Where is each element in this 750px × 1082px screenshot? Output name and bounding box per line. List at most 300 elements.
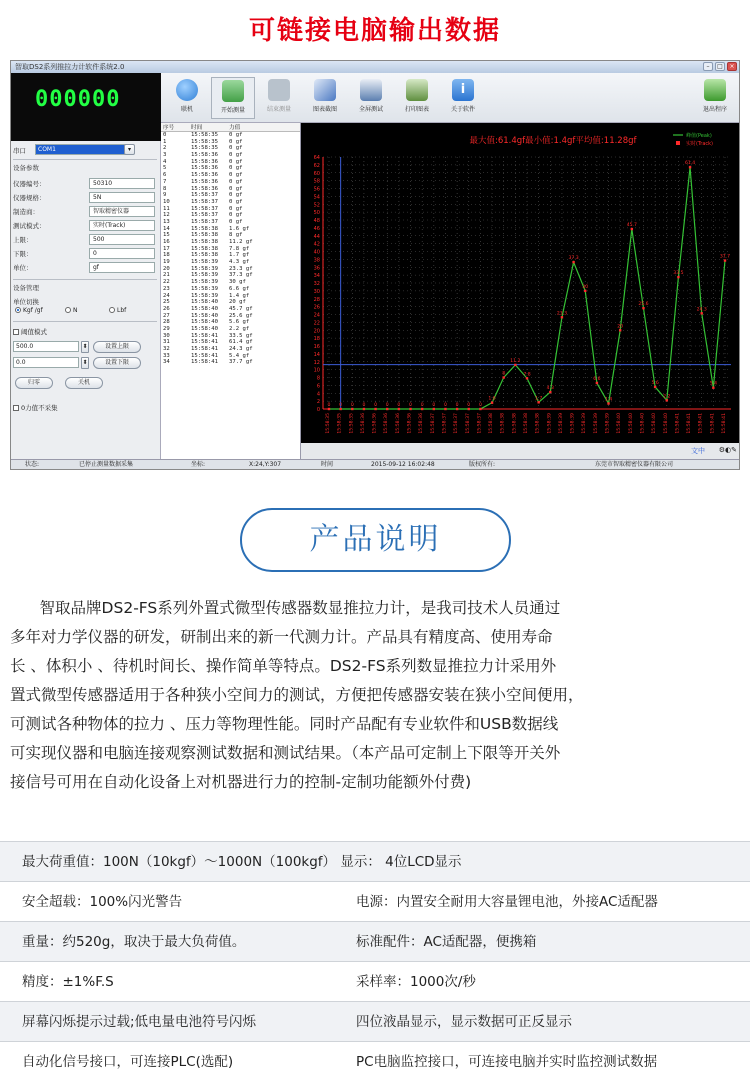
data-label: 1.7 [534,396,543,402]
unit-switch-label: 单位切换 [13,298,39,306]
data-label: 1.6 [488,396,496,402]
time-value: 2015-09-12 16:02:48 [371,461,435,468]
x-tick-label: 15:58:38 [500,413,506,434]
table-row[interactable] [161,239,300,246]
window-title: 智取DS2系列推拉力计软件系统2.0 [15,63,125,71]
data-point [642,307,644,309]
data-label: 61.4 [684,161,696,167]
table-cell: 0 [163,132,167,138]
data-label: 0 [397,403,401,408]
section-title: 产品说明 [309,522,442,557]
table-cell: 15:58:41 [191,339,218,346]
data-label: 8 [502,371,506,377]
table-row[interactable] [161,186,300,193]
unit-radio-kgf[interactable]: Kgf /gf [15,307,43,314]
table-cell: 15:58:39 [191,285,218,292]
lower-stepper[interactable] [81,357,89,369]
no-zero-checkbox[interactable]: 0力值不采集 [13,403,58,412]
table-row[interactable] [161,206,300,213]
table-cell: 10 [163,198,170,205]
table-row[interactable] [161,319,300,326]
spec-table [0,841,750,1081]
data-table [161,123,301,459]
set-lower-button[interactable]: 设置下限 [93,357,141,369]
x-tick-label: 15:58:35 [337,413,343,434]
spec-left: 重量：约520g，取决于最大负荷值。 [22,934,246,950]
data-point [631,228,633,230]
table-cell: 18 [163,252,170,259]
table-row[interactable] [161,179,300,186]
y-tick-label: 24 [313,312,320,319]
table-cell: 20 gf [229,299,246,306]
table-cell: 0 gf [229,178,243,185]
data-label: 0 [339,403,343,408]
table-cell: 15:58:39 [191,272,218,279]
banner-title: 可链接电脑输出数据 [248,16,501,46]
y-tick-label: 14 [313,351,320,358]
data-point [712,387,714,389]
x-tick-label: 15:58:38 [535,413,541,434]
x-tick-label: 15:58:39 [593,413,599,434]
table-cell: 15:58:36 [191,185,218,192]
y-tick-label: 44 [313,233,320,240]
table-cell: 29 [163,325,170,332]
data-label: 33.5 [673,271,684,277]
table-header [161,123,300,132]
exit-icon [704,79,726,101]
x-tick-label: 15:58:38 [512,413,518,434]
upper-stepper[interactable] [81,341,89,353]
description-line: 智取品牌DS2-FS系列外置式微型传感器数显推拉力计，是我司技术人员通过 [10,599,561,617]
x-tick-label: 15:58:39 [570,413,576,434]
data-point [398,408,400,410]
table-cell: 37.3 gf [229,272,253,279]
chart-screenshot-button[interactable]: 图表截图 [303,77,347,119]
x-tick-label: 15:58:38 [524,413,529,434]
port-dropdown-button[interactable] [124,144,135,155]
table-cell: 4.3 gf [229,259,250,266]
time-label: 时间 [321,461,334,468]
table-row[interactable] [161,272,300,279]
table-cell: 15:58:36 [191,158,218,165]
table-cell: 34 [163,359,170,366]
table-row[interactable] [161,172,300,179]
table-cell: 15:58:39 [191,259,218,266]
param-label: 测试模式： [13,222,46,230]
description-line: 可测试各种物体的拉力 、压力等物理性能。同时产品配有专业软件和USB数据线 [10,715,559,733]
param-value: gf [89,262,155,273]
x-tick-label: 15:58:36 [372,413,378,434]
data-point [444,408,446,410]
data-label: 0 [420,403,424,408]
data-label: 0 [444,403,447,408]
table-cell: 2.2 gf [229,325,250,332]
minimize-button[interactable]: – [703,62,713,71]
table-row[interactable] [161,192,300,199]
y-tick-label: 36 [313,265,320,272]
x-tick-label: 15:58:36 [407,413,413,434]
data-label: 2.2 [663,394,671,400]
y-tick-label: 20 [313,328,320,335]
chart-title: 最大值:61.4gf最小值:1.4gf平均值:11.28gf [469,136,637,146]
data-point [468,408,470,410]
table-cell: 16 [163,239,170,245]
table-cell: 15:58:40 [191,312,218,319]
spec-right: 采样率：1000次/秒 [356,974,476,990]
table-cell: 23 [163,285,170,292]
table-row[interactable] [161,279,300,286]
table-cell: 0 gf [229,152,243,159]
table-cell: 0 gf [229,212,243,219]
table-cell: 12 [163,212,170,219]
port-select[interactable]: COM1 [35,144,133,155]
table-row[interactable] [161,299,300,306]
table-row[interactable] [161,152,300,159]
copyright-label: 版权所有: [469,461,496,468]
software-window [10,60,740,470]
table-cell: 20 [163,265,170,272]
y-tick-label: 2 [316,399,320,406]
table-cell: 27 [163,312,170,319]
table-cell: 22 [163,279,170,286]
table-cell: 15:58:35 [191,145,218,152]
table-cell: 33 [163,352,170,359]
chart-footer [301,443,740,459]
stepper-icon: ⬍ [82,359,88,366]
start-measure-button[interactable]: 开始测量 [211,77,255,119]
table-cell: 15:58:36 [191,165,218,172]
data-label: 7.8 [523,372,531,378]
radio-icon [109,307,115,313]
table-cell: 8 gf [229,232,243,239]
data-label: 0 [455,403,459,408]
x-tick-label: 15:58:41 [687,413,693,434]
table-cell: 0 gf [229,172,243,179]
table-cell: 15:58:39 [191,292,218,299]
table-row[interactable] [161,232,300,239]
lcd-display [11,73,161,141]
table-row[interactable] [161,306,300,313]
x-tick-label: 15:58:41 [710,413,716,434]
spec-left: 自动化信号接口，可连接PLC(选配) [22,1054,234,1070]
param-label: 仪器规格： [13,194,46,202]
table-cell: 11 [163,205,170,212]
window-titlebar [11,61,739,73]
data-point [572,261,574,263]
table-cell: 0 gf [229,138,243,145]
table-cell: 32 [163,346,170,352]
spec-left: 最大荷重值：100N（10kgf）～1000N（100kgf） 显示： 4位LCD显示 [22,854,462,870]
chart-tools[interactable]: 文中 [691,447,705,455]
stop-measure-button[interactable]: 结束测量 [257,77,301,119]
table-cell: 17 [163,245,170,252]
data-point [386,408,388,410]
left-panel [11,141,161,459]
data-label: 6.6 [593,377,601,383]
table-cell: 6 [163,172,167,179]
x-tick-label: 15:58:40 [628,413,634,434]
table-cell: 5.6 gf [229,319,250,326]
about-button[interactable]: i 关于软件 [441,77,485,119]
radio-icon [65,307,71,313]
data-point [584,290,586,292]
data-point [724,259,726,261]
unit-radio-n[interactable]: N [65,307,78,314]
data-label: 0 [327,403,331,408]
table-cell: 0 gf [229,185,243,192]
data-label: 0 [385,403,389,408]
lower-limit-input[interactable]: 0.0 [13,357,79,368]
table-cell: 1.6 gf [229,225,250,232]
table-cell: 31 [163,339,170,346]
spec-row [0,921,750,961]
table-cell: 2 [163,145,167,152]
table-body [161,132,300,366]
section-heading [240,508,511,572]
data-point [503,376,505,378]
table-cell: 24 [163,292,170,299]
table-cell: 1 [163,138,167,145]
upper-limit-input[interactable]: 500.0 [13,341,79,352]
table-cell: 4 [163,158,167,165]
print-chart-button[interactable]: 打印图表 [395,77,439,119]
param-label: 单位： [13,264,33,272]
table-cell: 15:58:37 [191,198,218,205]
table-row[interactable] [161,346,300,353]
exit-button[interactable]: 退出程序 [693,77,737,119]
threshold-checkbox[interactable]: 阈值模式 [13,327,47,336]
y-tick-label: 30 [313,288,320,295]
table-cell: 15:58:40 [191,325,218,332]
x-tick-label: 15:58:36 [360,413,366,434]
x-tick-label: 15:58:38 [489,413,495,434]
chart-tool-icons[interactable]: ⚙◐✎ [718,446,737,454]
x-tick-label: 15:58:40 [663,413,669,434]
table-cell: 15:58:35 [191,138,218,145]
table-cell: 1.4 gf [229,292,250,299]
table-cell: 15:58:39 [191,265,218,272]
table-cell: 30 gf [229,279,246,286]
maximize-button[interactable]: □ [715,62,725,71]
fullscreen-test-button[interactable]: 全屏测试 [349,77,393,119]
table-cell: 15:58:41 [191,332,218,339]
y-tick-label: 18 [313,336,320,343]
table-cell: 5 [163,165,167,172]
port-label: 串口 [13,147,26,155]
data-label: 1.4 [604,397,613,403]
table-row[interactable] [161,326,300,333]
table-cell: 0 gf [229,218,243,225]
y-tick-label: 50 [313,210,320,217]
y-tick-label: 28 [313,296,320,303]
coord-value: X:24,Y:307 [249,461,282,468]
table-cell: 13 [163,218,170,225]
data-point [421,408,423,410]
data-label: 0 [467,403,471,408]
table-row[interactable] [161,145,300,152]
y-tick-label: 38 [313,257,320,264]
data-label: 23.3 [556,311,568,317]
table-cell: 45.7 gf [229,305,253,312]
table-row[interactable] [161,259,300,266]
x-tick-label: 15:58:40 [617,413,623,434]
lcd-value: 000000 [35,87,121,112]
globe-icon [176,79,198,101]
coord-label: 坐标: [191,461,206,468]
data-label: 25.6 [638,302,649,308]
table-cell: 0 gf [229,158,243,165]
state-value: 已停止测量数据采集 [79,461,134,468]
table-cell: 0 gf [229,192,243,199]
y-tick-label: 60 [313,170,320,177]
table-cell: 15:58:38 [191,245,218,252]
table-cell: 14 [163,225,170,232]
table-cell: 26 [163,305,170,312]
data-point [561,316,563,318]
data-label: 11.2 [510,358,521,364]
table-row[interactable] [161,333,300,340]
table-cell: 15:58:37 [191,205,218,212]
x-tick-label: 15:58:39 [558,413,564,434]
zero-button[interactable]: 归零 [15,377,53,389]
data-point [339,408,341,410]
y-tick-label: 46 [313,225,320,232]
description-line: 接信号可用在自动化设备上对机器进行力的控制-定制功能额外付费) [10,773,472,791]
table-cell: 8 [163,185,167,192]
y-tick-label: 26 [313,304,320,311]
data-point [596,382,598,384]
data-label: 0 [409,403,412,408]
y-tick-label: 10 [313,367,320,374]
table-row[interactable] [161,159,300,166]
table-cell: 15:58:36 [191,178,218,185]
info-icon: i [452,79,474,101]
table-row[interactable] [161,293,300,300]
spec-left: 安全超载：100%闪光警告 [22,894,183,910]
x-tick-label: 15:58:35 [326,413,331,434]
status-bar [11,459,740,470]
table-row[interactable] [161,212,300,219]
data-point [689,166,691,168]
x-tick-label: 15:58:40 [652,413,658,434]
spec-row [0,1001,750,1041]
x-tick-label: 15:58:40 [640,413,646,434]
table-cell: 28 [163,319,170,326]
fullscreen-icon [360,79,382,101]
data-label: 5.4 [709,381,718,387]
y-tick-label: 16 [313,344,320,350]
table-row[interactable] [161,199,300,206]
table-row[interactable] [161,139,300,146]
table-row[interactable] [161,132,300,139]
product-description [10,594,740,797]
x-tick-label: 15:58:37 [454,413,460,434]
param-value: 500 [89,234,155,245]
y-tick-label: 4 [316,391,320,398]
table-cell: 15:58:41 [191,346,218,352]
table-cell: 15:58:41 [191,359,218,366]
table-cell: 15:58:37 [191,192,218,199]
table-row[interactable] [161,226,300,233]
x-tick-label: 15:58:37 [465,413,471,434]
data-point [491,402,493,404]
y-tick-label: 58 [313,178,320,185]
data-point [456,408,458,410]
spec-row [0,1041,750,1081]
table-row[interactable] [161,313,300,320]
data-label: 5.6 [651,380,659,386]
param-label: 上限： [13,236,33,244]
unit-radio-lbf[interactable]: Lbf [109,307,126,314]
x-tick-label: 15:58:36 [419,413,425,434]
table-row[interactable] [161,266,300,273]
table-cell: 15:58:41 [191,352,218,359]
table-cell: 0 gf [229,205,243,212]
table-row[interactable] [161,353,300,360]
data-label: 4.3 [546,386,554,392]
x-tick-label: 15:58:41 [675,413,681,434]
connect-button[interactable]: 联机 [165,77,209,119]
table-cell: 19 [163,259,170,266]
device-mgmt-title: 设备管理 [13,284,39,292]
x-tick-label: 15:58:37 [430,413,436,434]
y-tick-label: 34 [313,273,320,280]
stop-measure-icon [268,79,290,101]
stepper-icon: ⬍ [82,343,88,350]
table-row[interactable] [161,252,300,259]
y-tick-label: 54 [313,194,320,201]
param-value: 实时(Track) [89,220,155,231]
x-tick-label: 15:58:36 [384,413,390,434]
table-cell: 61.4 gf [229,339,253,346]
table-cell: 1.7 gf [229,252,250,259]
data-point [328,408,330,410]
description-line: 可实现仪器和电脑连接观察测试数据和测试结果。（本产品可定制上下限等开关外 [10,744,561,762]
data-label: 0 [362,403,366,408]
spec-left: 精度：±1%F.S [22,974,114,990]
table-row[interactable] [161,286,300,293]
data-point [677,276,679,278]
table-row[interactable] [161,339,300,346]
table-row[interactable] [161,165,300,172]
y-tick-label: 32 [313,281,320,287]
table-row[interactable] [161,219,300,226]
param-label: 制造商： [13,208,39,216]
set-upper-button[interactable]: 设置上限 [93,341,141,353]
table-cell: 25.6 gf [229,312,253,319]
power-off-button[interactable]: 关机 [65,377,103,389]
data-label: 37.3 [568,256,579,262]
y-tick-label: 22 [313,320,320,327]
start-measure-icon [222,80,244,102]
data-label: 0 [478,403,482,408]
table-row[interactable] [161,359,300,366]
param-label: 仪器编号： [13,180,46,188]
y-tick-label: 64 [313,155,320,161]
table-cell: 15:58:40 [191,299,218,306]
table-cell: 0 gf [229,145,243,152]
spec-right: 标准配件：AC适配器，便携箱 [356,934,537,950]
data-label: 30 [582,284,589,290]
data-label: 24.3 [696,307,707,313]
param-value: 智取精密仪器 [89,206,155,217]
table-row[interactable] [161,246,300,253]
close-button[interactable]: × [727,62,737,71]
print-icon [406,79,428,101]
table-cell: 25 [163,299,170,306]
x-tick-label: 15:58:39 [605,413,611,434]
data-point [537,401,539,403]
